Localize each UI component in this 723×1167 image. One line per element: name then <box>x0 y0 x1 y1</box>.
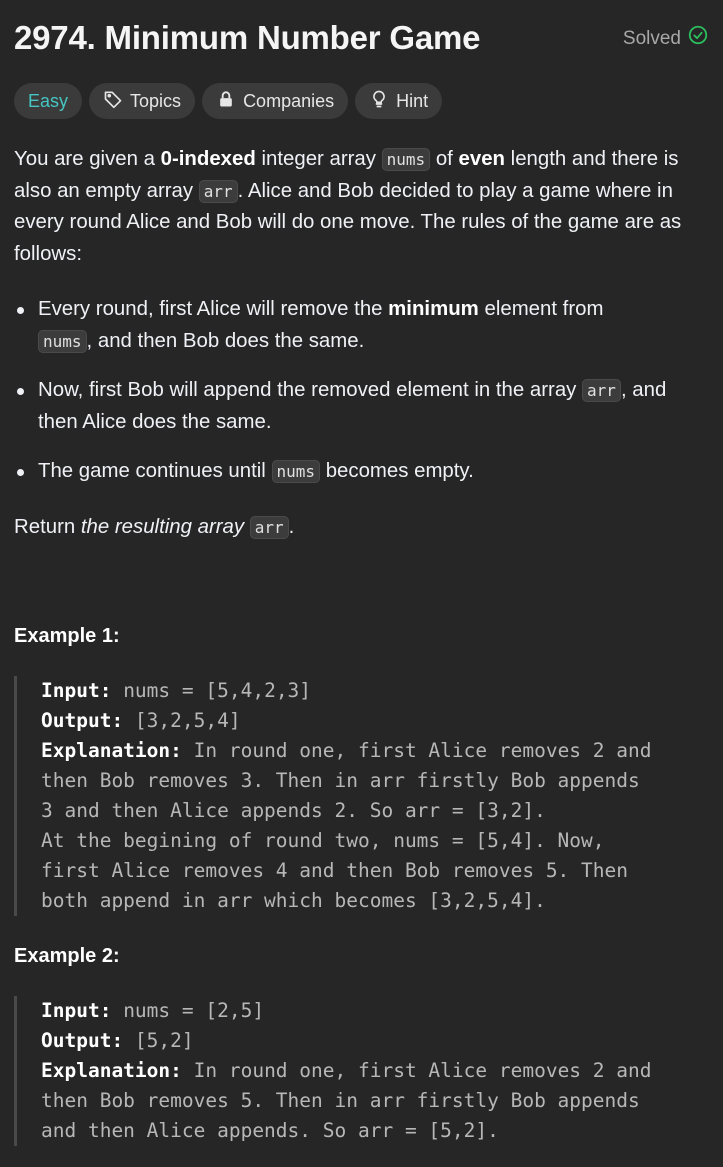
lock-icon <box>216 89 236 114</box>
input-label: Input: <box>41 679 112 702</box>
output-value: [5,2] <box>123 1029 194 1052</box>
input-value: nums = [5,4,2,3] <box>111 679 312 702</box>
text: , and then Bob does the same. <box>86 329 365 352</box>
input-value: nums = [2,5] <box>111 999 265 1022</box>
example-2-title: Example 2: <box>14 945 120 967</box>
explanation-line: In round one, first Alice removes 2 and <box>181 739 652 762</box>
example-1-title: Example 1: <box>14 625 120 647</box>
inline-code: arr <box>250 516 289 539</box>
example-output <box>41 706 709 736</box>
input-label: Input: <box>41 999 112 1022</box>
tag-icon <box>103 89 123 114</box>
inline-code: nums <box>382 148 431 171</box>
example-output <box>41 1026 709 1056</box>
lightbulb-icon <box>369 89 389 114</box>
explanation-line: 3 and then Alice appends 2. So arr = [3,2]. <box>41 799 546 822</box>
difficulty-badge <box>14 83 82 119</box>
emphasis-text: 0-indexed <box>160 148 256 170</box>
text: . <box>288 516 295 538</box>
text: . Alice and Bob decided to play a game where in every round Alice and Bob will do one move. The rules of the game are as follows: <box>14 179 682 265</box>
explanation-line: and then Alice appends. So arr = [5,2]. <box>41 1119 499 1142</box>
rules-list <box>14 294 709 488</box>
text: The game continues until <box>38 460 272 482</box>
inline-code: arr <box>199 180 238 203</box>
solved-label: Solved <box>622 28 681 49</box>
return-statement <box>14 512 294 544</box>
problem-statement <box>14 144 709 270</box>
explanation-line: then Bob removes 3. Then in arr firstly Bob appends <box>41 769 640 792</box>
explanation-label: Explanation: <box>41 739 182 762</box>
topics-label: Topics <box>130 90 182 111</box>
emphasis-text: minimum <box>388 298 479 320</box>
explanation-line: then Bob removes 5. Then in arr firstly Bob appends <box>41 1089 640 1112</box>
output-value: [3,2,5,4] <box>123 709 241 732</box>
list-item <box>14 456 709 488</box>
text: Return <box>14 516 81 538</box>
example-1-block <box>14 676 709 916</box>
check-circle-icon <box>687 24 709 54</box>
explanation-line: first Alice removes 4 and then Bob removes 5. Then <box>41 859 628 882</box>
companies-label: Companies <box>243 90 335 111</box>
solved-status <box>623 24 709 54</box>
example-2-block <box>14 996 709 1146</box>
emphasis-text: even <box>458 148 505 170</box>
inline-code: nums <box>272 460 321 483</box>
italic-text: the resulting array <box>80 516 245 538</box>
explanation-label: Explanation: <box>41 1059 182 1082</box>
hint-button[interactable] <box>355 83 442 119</box>
inline-code: arr <box>582 379 621 402</box>
text: of <box>430 148 459 170</box>
text: Every round, first Alice will remove the <box>38 298 389 320</box>
text <box>244 516 250 538</box>
text: length and there is also an empty array <box>14 148 679 202</box>
output-label: Output: <box>41 709 124 732</box>
text: becomes empty. <box>320 460 474 482</box>
list-item <box>14 375 709 438</box>
hint-label: Hint <box>396 90 429 111</box>
text: , and then Alice does the same. <box>38 379 667 433</box>
text: Now, first Bob will append the removed element in the array <box>38 379 583 401</box>
example-input <box>41 996 709 1026</box>
explanation-line: At the begining of round two, nums = [5,4]. Now, <box>41 829 605 852</box>
statement-paragraph <box>14 144 709 270</box>
inline-code: nums <box>38 330 87 353</box>
example-input <box>41 676 709 706</box>
explanation-line: In round one, first Alice removes 2 and <box>181 1059 652 1082</box>
text: element from <box>478 298 604 320</box>
difficulty-label: Easy <box>28 90 69 111</box>
companies-button[interactable] <box>202 83 348 119</box>
tag-row <box>14 83 442 119</box>
example-explanation <box>41 1056 709 1086</box>
text: integer array <box>255 148 382 170</box>
explanation-line: both append in arr which becomes [3,2,5,4]. <box>41 889 546 912</box>
example-explanation <box>41 736 709 766</box>
text: You are given a <box>14 148 161 170</box>
title-row <box>14 18 709 58</box>
topics-button[interactable] <box>89 83 195 119</box>
list-item <box>14 294 709 357</box>
output-label: Output: <box>41 1029 124 1052</box>
problem-title[interactable]: 2974. Minimum Number Game <box>14 19 481 56</box>
